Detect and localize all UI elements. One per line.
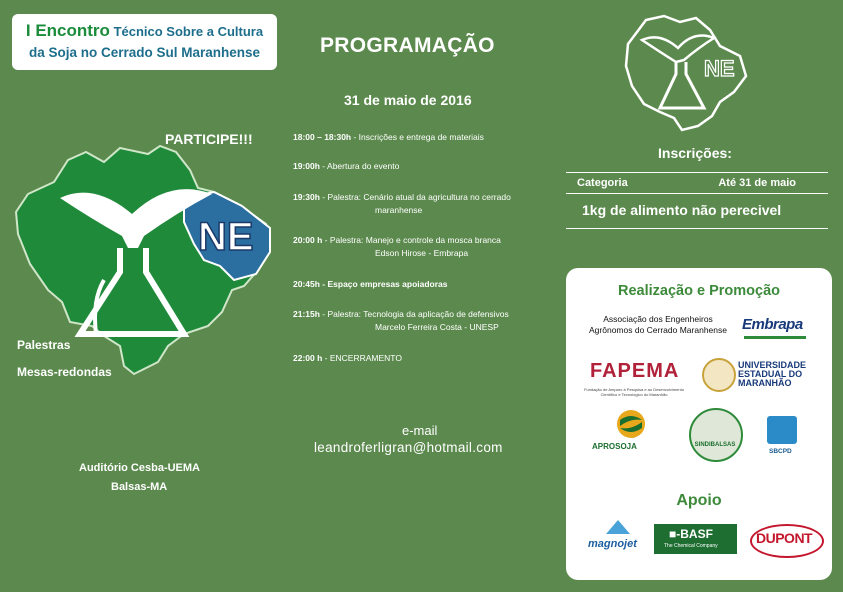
realization-title: Realização e Promoção xyxy=(618,283,780,299)
schedule-time: 22:00 h xyxy=(293,353,323,363)
sindibalsas-logo-text: SINDIBALSAS xyxy=(694,442,736,448)
ne-outline-logo xyxy=(620,12,750,134)
dupont-logo-text: DUPONT xyxy=(756,530,813,546)
schedule-text: - Espaço empresas apoiadoras xyxy=(319,279,448,289)
fapema-subtitle: Fundação de Amparo à Pesquisa e ao Desenvolvimento Científico e Tecnológico do Maranhão xyxy=(584,387,684,397)
event-title-line1 xyxy=(12,21,277,41)
sponsors-panel xyxy=(566,268,832,580)
sbcpd-logo-text: SBCPD xyxy=(769,448,792,455)
aeacsm-line1: Associação dos Engenheiros xyxy=(603,314,713,324)
uema-seal-icon xyxy=(702,358,736,392)
fapema-logo: FAPEMA xyxy=(590,360,680,382)
participate-callout: PARTICIPE!!! xyxy=(165,131,253,147)
ne-logo-text: NE xyxy=(198,215,254,259)
event-title-rest: Técnico Sobre a Cultura xyxy=(113,24,264,39)
registration-title: Inscrições: xyxy=(658,145,732,161)
registration-col-deadline: Até 31 de maio xyxy=(718,177,796,189)
schedule-subtext: Edson Hirose - Embrapa xyxy=(375,248,469,258)
support-title: Apoio xyxy=(676,492,722,509)
schedule-text: - ENCERRAMENTO xyxy=(322,353,402,363)
schedule-time: 21:15h xyxy=(293,309,320,319)
embrapa-underline xyxy=(744,336,806,339)
basf-logo-text: ■-BASF xyxy=(669,527,713,541)
schedule-time: 18:00 – 18:30h xyxy=(293,132,352,142)
schedule-item xyxy=(293,160,399,173)
mesas-label: Mesas-redondas xyxy=(17,365,112,379)
schedule-item xyxy=(293,352,402,365)
schedule-item xyxy=(293,278,448,291)
ne-outline-text: NE xyxy=(704,56,735,81)
venue-line1: Auditório Cesba-UEMA xyxy=(79,462,200,474)
program-title: PROGRAMAÇÃO xyxy=(320,34,495,57)
schedule-item xyxy=(293,308,509,334)
venue-line2: Balsas-MA xyxy=(111,481,168,493)
aprosoja-icon xyxy=(614,408,648,440)
schedule-time: 19:00h xyxy=(293,161,320,171)
registration-table xyxy=(566,172,828,229)
registration-value: 1kg de alimento não perecivel xyxy=(566,194,828,229)
magnojet-icon xyxy=(604,518,632,536)
schedule-time: 19:30h xyxy=(293,192,320,202)
uema-logo-text: UNIVERSIDADE ESTADUAL DO MARANHÃO xyxy=(738,360,807,388)
schedule-subtext: Marcelo Ferreira Costa - UNESP xyxy=(375,322,499,332)
schedule-item xyxy=(293,234,501,260)
aprosoja-logo-text: APROSOJA xyxy=(592,442,637,451)
schedule-time: 20:00 h xyxy=(293,235,323,245)
schedule-text: - Palestra: Cenário atual da agricultura no cerrado xyxy=(319,192,511,202)
event-title-big: I Encontro xyxy=(25,21,110,40)
schedule-item xyxy=(293,131,484,144)
sbcpd-icon xyxy=(767,416,797,444)
event-title-line2: da Soja no Cerrado Sul Maranhense xyxy=(28,45,261,60)
schedule-text: - Inscrições e entrega de materiais xyxy=(351,132,484,142)
aeacsm-logo xyxy=(574,314,742,336)
program-date: 31 de maio de 2016 xyxy=(344,92,472,108)
registration-table-header xyxy=(566,172,828,194)
schedule-text: - Palestra: Manejo e controle da mosca branca xyxy=(322,235,501,245)
schedule-item xyxy=(293,191,511,217)
embrapa-logo: Embrapa xyxy=(742,316,803,333)
schedule-text: - Palestra: Tecnologia da aplicação de defensivos xyxy=(319,309,509,319)
schedule-time: 20:45h xyxy=(293,279,320,289)
magnojet-logo-text: magnojet xyxy=(588,538,637,550)
registration-col-category: Categoria xyxy=(577,177,628,189)
email-label: e-mail xyxy=(402,423,438,438)
event-title-box xyxy=(12,14,277,70)
schedule-subtext: maranhense xyxy=(375,205,423,215)
schedule-text: - Abertura do evento xyxy=(319,161,400,171)
basf-tagline: The Chemical Company xyxy=(664,543,718,549)
sindibalsas-icon xyxy=(689,408,743,462)
email-value: leandroferligran@hotmail.com xyxy=(314,440,503,455)
palestras-label: Palestras xyxy=(17,338,71,352)
aeacsm-line2: Agrônomos do Cerrado Maranhense xyxy=(589,325,727,335)
